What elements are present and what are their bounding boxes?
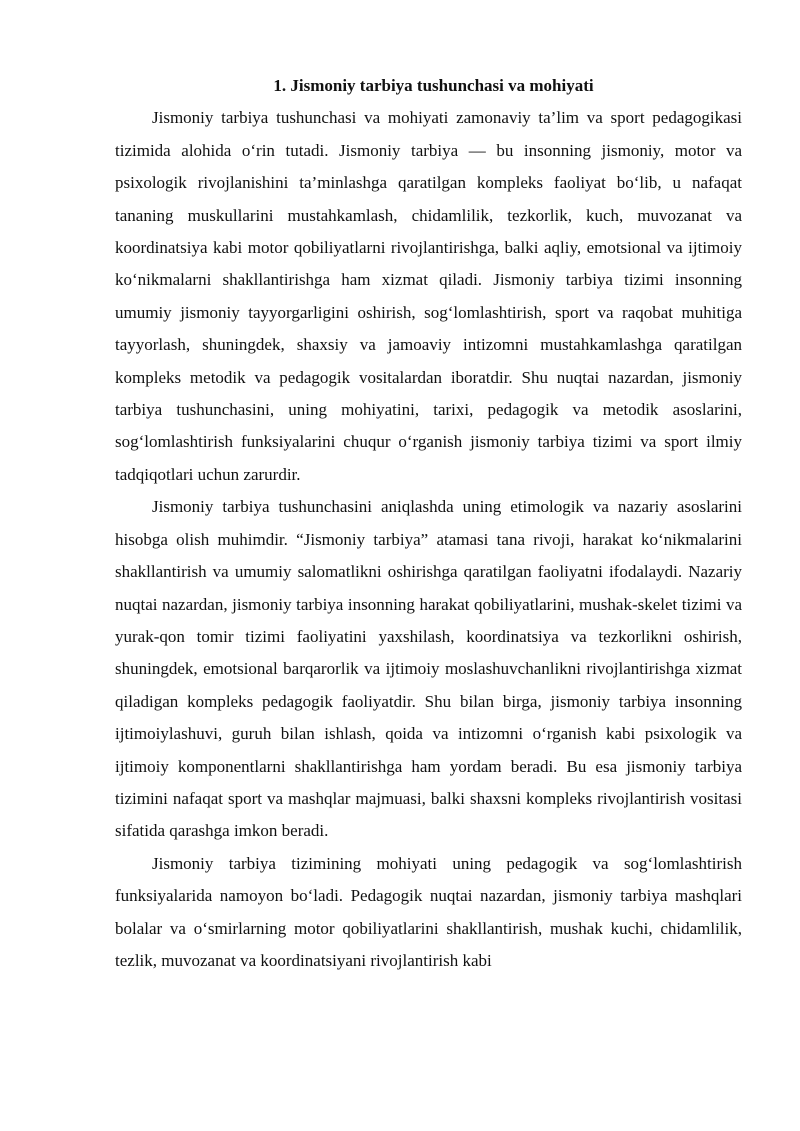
paragraph-2: Jismoniy tarbiya tushunchasini aniqlashda uning etimologik va nazariy asoslarini hisobga olish muhimdir. “Jismoniy tarbiya” atamasi tana rivoji, harakat ko‘nikmalarini shakllantirish va umumiy salomatlikni oshirishga qaratilgan faoliyatni ifodalaydi. Nazariy nuqtai nazardan, jismoniy tarbiya insonning harakat qobiliyatlarini, mushak-skelet tizimi va yurak-qon tomir tizimi faoliyatini yaxshilash, koordinatsiya va tezkorlikni oshirish, shuningdek, emotsional barqarorlik va ijtimoiy moslashuvchanlikni rivojlantirishga xizmat qiladigan kompleks pedagogik faoliyatdir. Shu bilan birga, jismoniy tarbiya insonning ijtimoiylashuvi, guruh bilan ishlash, qoida va intizomni o‘rganish kabi psixologik va ijtimoiy komponentlarni shakllantirishga ham yordam beradi. Bu esa jismoniy tarbiya tizimini nafaqat sport va mashqlar majmuasi, balki shaxsni kompleks rivojlantirish vositasi sifatida qarashga imkon beradi. — [115, 497, 742, 841]
paragraph-1: Jismoniy tarbiya tushunchasi va mohiyati zamonaviy ta’lim va sport pedagogikasi tizimida alohida o‘rin tutadi. Jismoniy tarbiya — bu insonning jismoniy, motor va psixologik rivojlanishini ta’minlashga qaratilgan kompleks faoliyat bo‘lib, u nafaqat tananing muskullarini mustahkamlash, chidamlilik, tezkorlik, kuch, muvozanat va koordinatsiya kabi motor qobiliyatlarni rivojlantirishga, balki aqliy, emotsional va ijtimoiy ko‘nikmalarni shakllantirishga ham xizmat qiladi. Jismoniy tarbiya tizimi insonning umumiy jismoniy tayyorgarligini oshirish, sog‘lomlashtirish, sport va raqobat muhitiga tayyorlash, shuningdek, shaxsiy va jamoaviy intizomni mustahkamlashga qaratilgan kompleks metodik va pedagogik vositalardan iboratdir. Shu nuqtai nazardan, jismoniy tarbiya tushunchasini, uning mohiyatini, tarixi, pedagogik va metodik asoslarini, sog‘lomlashtirish funksiyalarini chuqur o‘rganish jismoniy tarbiya tizimi va sport ilmiy tadqiqotlari uchun zarurdir. — [115, 108, 742, 484]
section-title: 1. Jismoniy tarbiya tushunchasi va mohiyati — [273, 76, 594, 95]
paragraph-3: Jismoniy tarbiya tizimining mohiyati uning pedagogik va sog‘lomlashtirish funksiyalarida namoyon bo‘ladi. Pedagogik nuqtai nazardan, jismoniy tarbiya mashqlari bolalar va o‘smirlarning motor qobiliyatlarini shakllantirish, mushak kuchi, chidamlilik, tezlik, muvozanat va koordinatsiyani rivojlantirish kabi — [115, 853, 742, 970]
document-page — [115, 70, 742, 977]
